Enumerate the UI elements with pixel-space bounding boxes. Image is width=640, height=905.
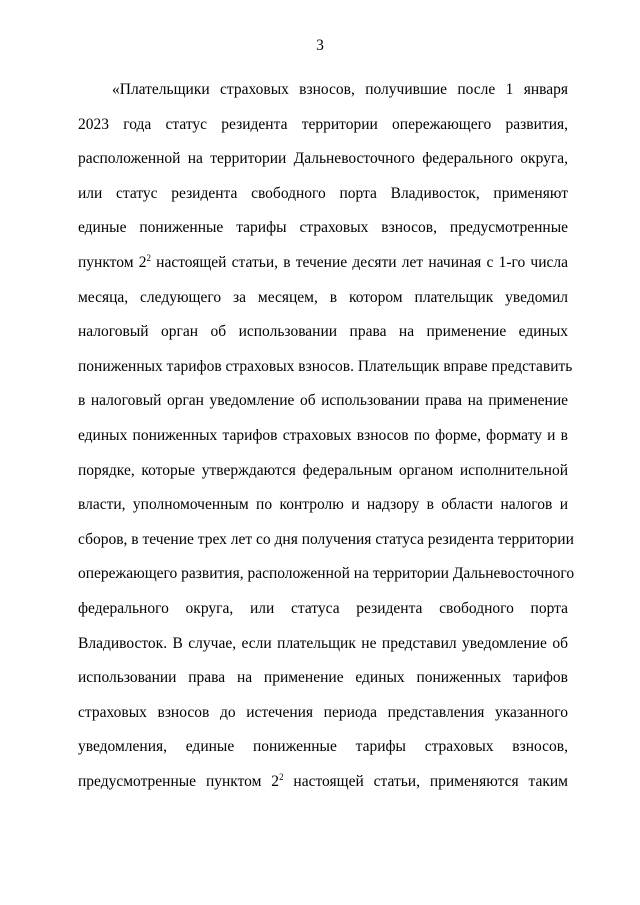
text-fragment: настоящей статьи, применяются таким xyxy=(283,772,568,790)
text-line: власти, уполномоченным по контролю и надзору в области налогов и xyxy=(78,496,568,514)
text-line: уведомления, единые пониженные тарифы страховых взносов, xyxy=(78,738,568,756)
text-line: или статус резидента свободного порта Владивосток, применяют xyxy=(78,184,568,202)
text-line: пониженных тарифов страховых взносов. Плательщик вправе представить xyxy=(78,357,573,375)
text-line: в налоговый орган уведомление об использовании права на применение xyxy=(78,392,568,410)
text-fragment: пунктом 2 xyxy=(78,253,147,271)
superscript: 2 xyxy=(279,771,284,782)
page-number: 3 xyxy=(316,37,324,54)
superscript: 2 xyxy=(146,252,151,263)
text-line-with-superscript xyxy=(78,246,568,281)
text-line: налоговый орган об использовании права на применение единых xyxy=(78,323,568,341)
text-line: месяца, следующего за месяцем, в котором плательщик уведомил xyxy=(78,288,568,306)
text-line: Владивосток. В случае, если плательщик не представил уведомление об xyxy=(78,634,568,652)
text-line: 2023 года статус резидента территории опережающего развития, xyxy=(78,115,568,133)
text-line-with-superscript xyxy=(78,765,568,800)
text-line: сборов, в течение трех лет со дня получения статуса резидента территории xyxy=(78,530,574,548)
text-line: опережающего развития, расположенной на территории Дальневосточного xyxy=(78,565,575,583)
text-line: «Плательщики страховых взносов, получившие после 1 января xyxy=(112,81,568,98)
document-body xyxy=(78,73,575,799)
text-line: порядке, которые утверждаются федеральным органом исполнительной xyxy=(78,461,568,479)
text-line: федерального округа, или статуса резидента свободного порта xyxy=(78,599,568,617)
text-line: страховых взносов до истечения периода представления указанного xyxy=(78,703,568,721)
text-line: единые пониженные тарифы страховых взносов, предусмотренные xyxy=(78,219,568,237)
text-fragment: настоящей статьи, в течение десяти лет начиная с 1-го числа xyxy=(150,253,569,271)
text-line: расположенной на территории Дальневосточного федерального округа, xyxy=(78,150,568,168)
text-fragment: предусмотренные пунктом 2 xyxy=(78,772,280,790)
text-line: использовании права на применение единых пониженных тарифов xyxy=(78,669,568,687)
text-line: единых пониженных тарифов страховых взносов по форме, формату и в xyxy=(78,426,568,444)
